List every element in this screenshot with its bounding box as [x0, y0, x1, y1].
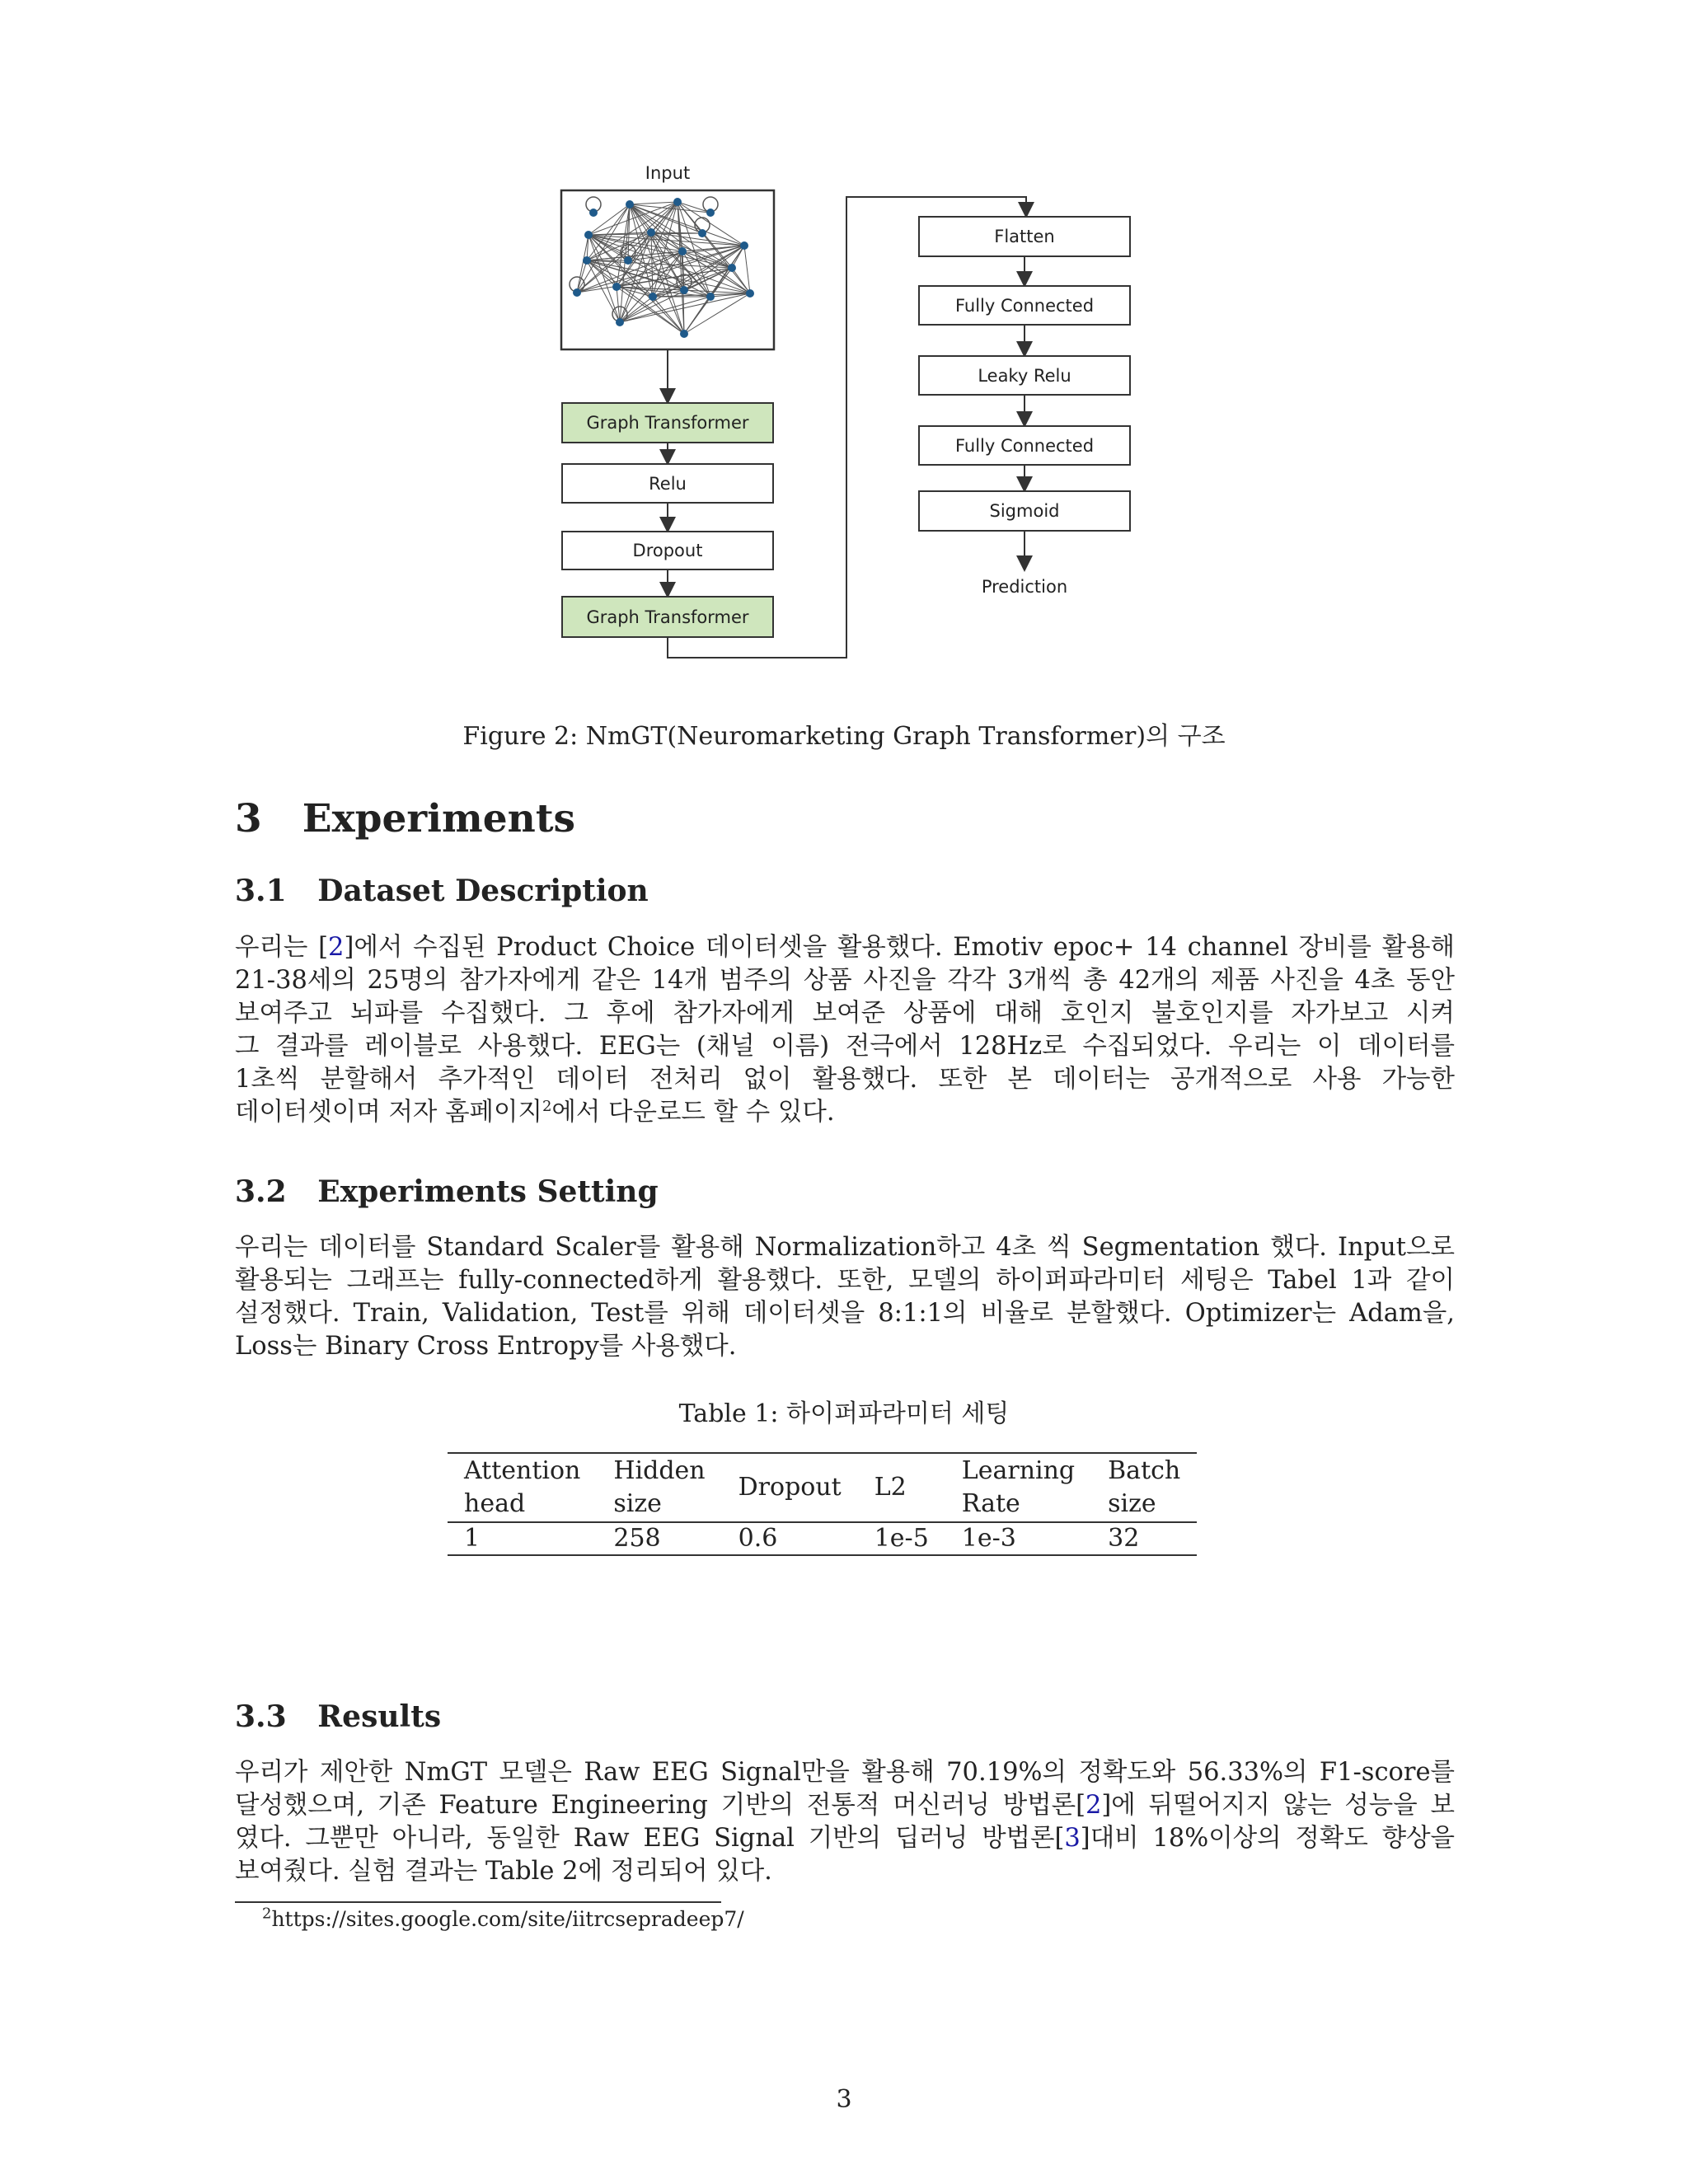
graph-node [584, 231, 593, 239]
footnote-mark: 2 [262, 1905, 272, 1923]
subsection-heading-3-3 [235, 1699, 441, 1734]
table-row [448, 1522, 1197, 1555]
graph-node [706, 293, 715, 301]
flatten-block: Flatten [918, 216, 1131, 257]
paragraph-line: 21-38세의 25명의 참가자에게 같은 14개 범주의 상품 사진을 각각 3개씩 총 42개의 제품 사진을 4초 동안 [235, 966, 1455, 995]
paragraph-line: 달성했으며, 기존 Feature Engineering 기반의 전통적 머신러닝 방법론[2]에 뒤떨어지지 않는 성능을 보 [235, 1791, 1455, 1820]
graph-node [673, 198, 682, 206]
paragraph-line: 활용되는 그래프는 fully-connected하게 활용했다. 또한, 모델의 하이퍼파라미터 세팅은 Tabel 1과 같이 [235, 1266, 1455, 1295]
graph-node [583, 256, 591, 265]
graph-node [647, 228, 655, 237]
graph-node [678, 247, 687, 255]
col-dropout: Dropout [738, 1473, 842, 1502]
table-header-row [448, 1453, 1197, 1522]
fully-connected-block-1: Fully Connected [918, 285, 1131, 326]
subsection-number: 3.1 [235, 874, 287, 908]
col-batch-size: Batch size [1108, 1456, 1181, 1518]
citation-link[interactable]: 2 [1085, 1791, 1102, 1820]
hyperparameter-table [448, 1452, 1197, 1556]
relu-block: Relu [561, 463, 774, 504]
graph-node [612, 283, 621, 291]
sigmoid-block: Sigmoid [918, 490, 1131, 532]
graph-node [680, 330, 688, 338]
table-cell: 32 [1108, 1524, 1140, 1553]
results-paragraph [235, 1756, 1455, 1888]
paragraph-line: 우리는 데이터를 Standard Scaler를 활용해 Normalization하고 4초 씩 Segmentation 했다. Input으로 [235, 1233, 1455, 1262]
table-cell: 258 [613, 1524, 661, 1553]
input-label: Input [645, 163, 691, 183]
table-cell: 1e-5 [874, 1524, 929, 1553]
subsection-title: Results [317, 1699, 442, 1734]
graph-transformer-block-2: Graph Transformer [561, 596, 774, 638]
paragraph-line: 1초씩 분할해서 추가적인 데이터 전처리 없이 활용했다. 또한 본 데이터는 공개적으로 사용 가능한 [235, 1065, 1455, 1094]
graph-transformer-block-1: Graph Transformer [561, 402, 774, 443]
table-cell: 1e-3 [961, 1524, 1016, 1553]
page-number: 3 [836, 2085, 852, 2114]
subsection-number: 3.3 [235, 1699, 287, 1734]
graph-node [746, 289, 754, 298]
graph-node [728, 264, 736, 272]
citation-link[interactable]: 2 [328, 933, 345, 962]
citation-link[interactable]: 3 [1064, 1824, 1081, 1853]
graph-node [649, 293, 657, 301]
section-heading [235, 796, 575, 841]
graph-node [698, 229, 706, 237]
graph-node [589, 209, 598, 217]
subsection-title: Dataset Description [317, 874, 649, 908]
subsection-heading-3-1 [235, 874, 649, 908]
paragraph-line: 우리가 제안한 NmGT 모델은 Raw EEG Signal만을 활용해 70.19%의 정확도와 56.33%의 F1-score를 [235, 1758, 1455, 1787]
dropout-block: Dropout [561, 531, 774, 570]
prediction-label: Prediction [981, 577, 1068, 597]
architecture-figure [0, 0, 1688, 676]
paragraph-line: 우리는 [2]에서 수집된 Product Choice 데이터셋을 활용했다. Emotiv epoc+ 14 channel 장비를 활용해 [235, 933, 1455, 962]
graph-node [706, 209, 715, 217]
leaky-relu-block: Leaky Relu [918, 355, 1131, 396]
subsection-heading-3-2 [235, 1174, 659, 1209]
paragraph-line: 설정했다. Train, Validation, Test를 위해 데이터셋을 8:1:1의 비율로 분할했다. Optimizer는 Adam을, [235, 1299, 1455, 1328]
setting-paragraph [235, 1231, 1455, 1363]
paragraph-line: Loss는 Binary Cross Entropy를 사용했다. [235, 1332, 737, 1361]
col-l2: L2 [874, 1473, 907, 1502]
table-caption: Table 1: 하이퍼파라미터 세팅 [678, 1399, 1010, 1428]
graph-node [573, 288, 581, 297]
paragraph-line: 보여주고 뇌파를 수집했다. 그 후에 참가자에게 보여준 상품에 대해 호인지 불호인지를 자가보고 시켜 [235, 999, 1455, 1028]
footnote-url[interactable]: https://sites.google.com/site/iitrcsepradeep7/ [271, 1907, 744, 1931]
paragraph-line: 보여줬다. 실험 결과는 Table 2에 정리되어 있다. [235, 1857, 772, 1886]
graph-node [616, 318, 624, 326]
footnote-rule [235, 1901, 721, 1903]
section-title: Experiments [302, 796, 575, 841]
col-attention-head: Attention head [464, 1456, 581, 1518]
footnote-marker[interactable]: 2 [542, 1097, 552, 1115]
table-cell: 1 [464, 1524, 481, 1553]
paragraph-line: 였다. 그뿐만 아니라, 동일한 Raw EEG Signal 기반의 딥러닝 방법론[3]대비 18%이상의 정확도 향상을 [235, 1824, 1455, 1853]
paragraph-line: 데이터셋이며 저자 홈페이지$^2$에서 다운로드 할 수 있다. [235, 1097, 835, 1127]
table-cell: 0.6 [738, 1524, 778, 1553]
paragraph-line: 그 결과를 레이블로 사용했다. EEG는 (채널 이름) 전극에서 128Hz로 수집되었다. 우리는 이 데이터를 [235, 1032, 1455, 1061]
graph-node [680, 286, 688, 294]
subsection-number: 3.2 [235, 1174, 287, 1209]
col-hidden-size: Hidden size [613, 1456, 706, 1518]
fully-connected-block-2: Fully Connected [918, 425, 1131, 466]
footnote [262, 1907, 744, 1931]
section-number: 3 [235, 796, 262, 841]
col-learning-rate: Learning Rate [961, 1456, 1076, 1518]
dataset-paragraph [235, 931, 1455, 1129]
figure-connectors [0, 0, 1688, 676]
subsection-title: Experiments Setting [317, 1174, 659, 1209]
graph-node [740, 241, 748, 250]
figure-caption: Figure 2: NmGT(Neuromarketing Graph Transformer)의 구조 [462, 722, 1226, 751]
graph-node [624, 256, 632, 265]
graph-node [626, 200, 634, 209]
